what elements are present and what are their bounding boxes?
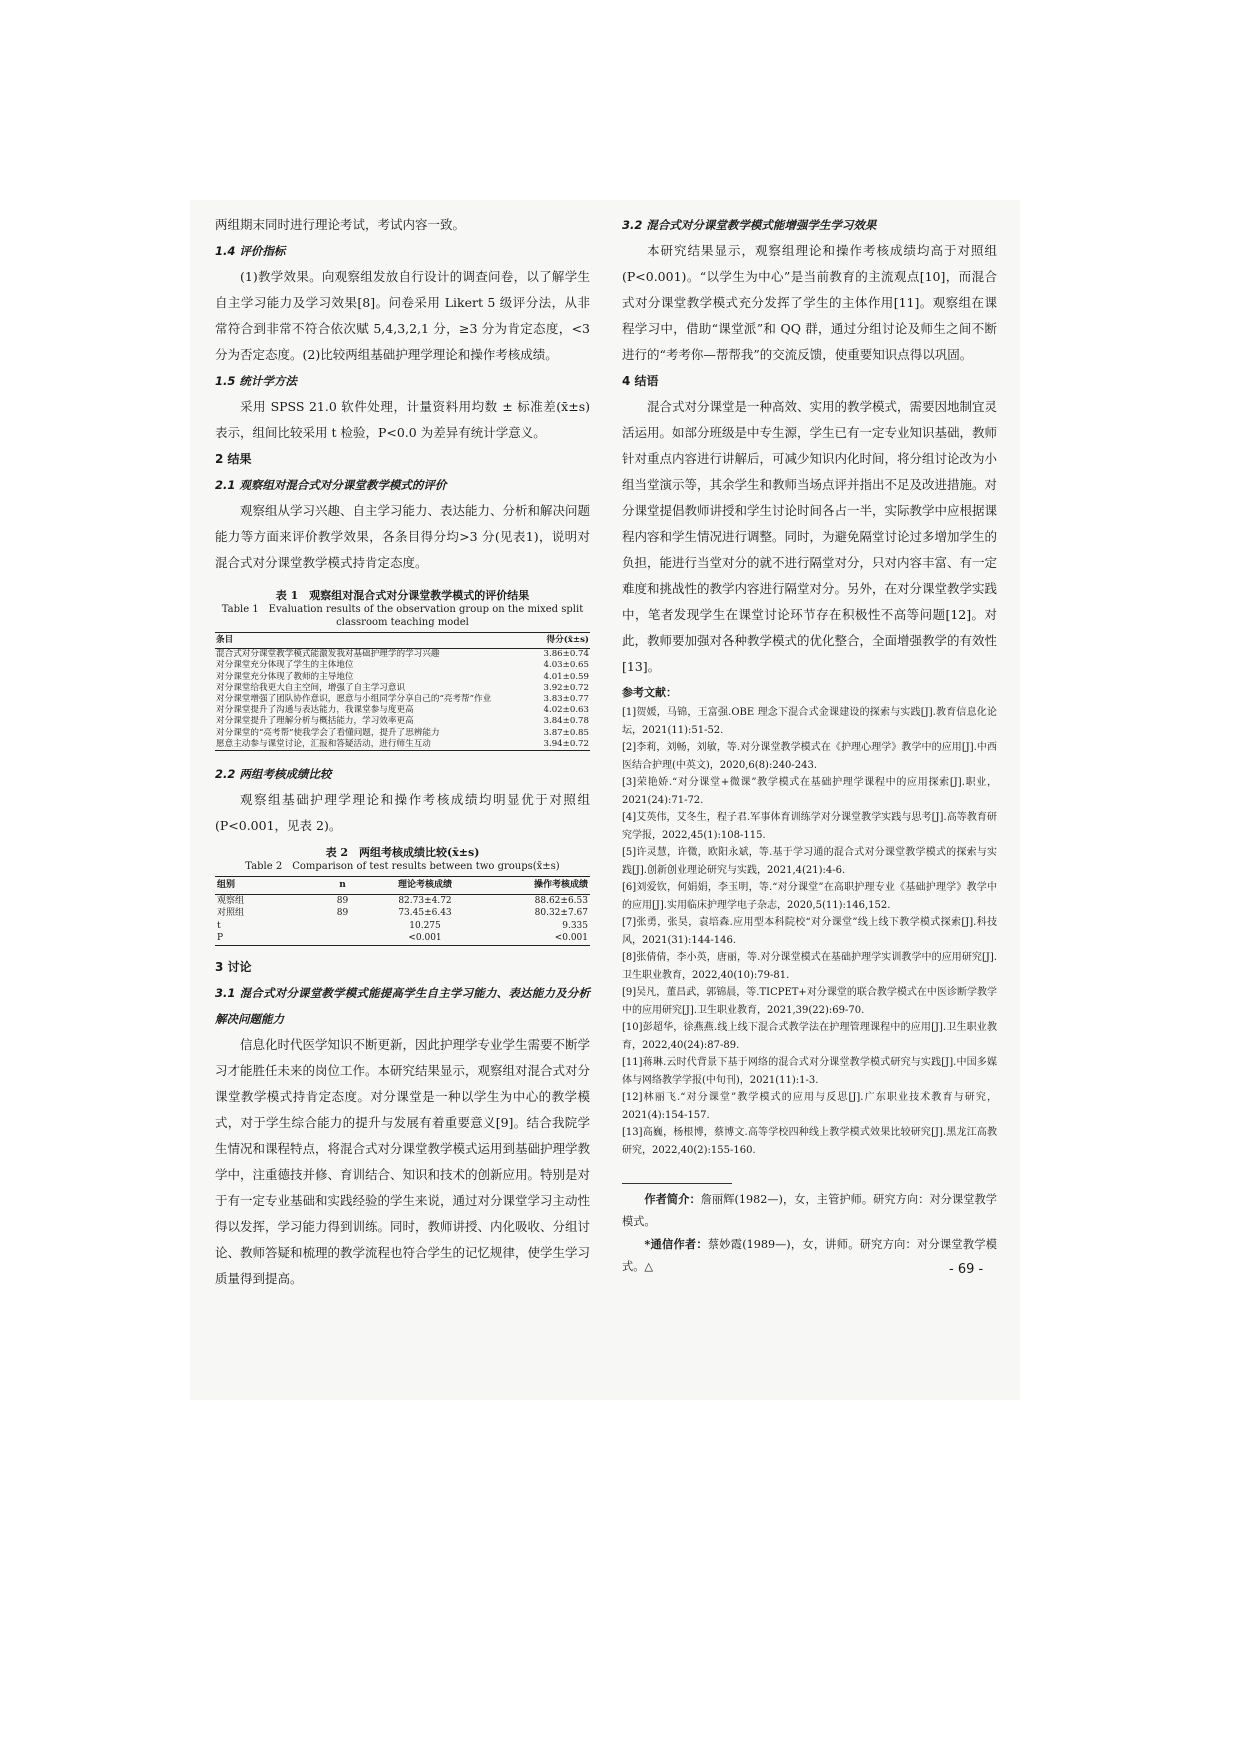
reference-item: [7]张勇，张昊，袁培森.应用型本科院校“对分课堂”线上线下教学模式探索[J].科技风，2021(31):144-146.	[622, 917, 997, 946]
table-1-score: 3.84±0.78	[543, 716, 589, 727]
table-row	[215, 716, 590, 727]
table-2-cell: 88.62±6.53	[534, 895, 588, 906]
table-1-caption-en: Table 1 Evaluation results of the observation group on the mixed split classroom teaching model	[221, 604, 584, 628]
references-title: 参考文献：	[622, 686, 677, 699]
heading-4: 4 结语	[622, 374, 659, 388]
table-1-item: 对分课堂提升了理解分析与概括能力，学习效率更高	[216, 716, 414, 727]
paragraph-1-5: 采用 SPSS 21.0 软件处理，计量资料用均数 ± 标准差(x̄±s)表示，组间比较采用 t 检验，P<0.0 为差异有统计学意义。	[215, 399, 590, 440]
table-2-caption-en: Table 2 Comparison of test results between two groups(x̄±s)	[245, 861, 560, 873]
reference-item: [2]李莉，刘畅，刘敏，等.对分课堂教学模式在《护理心理学》教学中的应用[J].中西医结合护理(中英文)，2020,6(8):240-243.	[622, 742, 997, 771]
table-2-header: 理论考核成绩	[365, 877, 485, 895]
reference-item: [5]许灵慧，许微，欧阳永斌，等.基于学习通的混合式对分课堂教学模式的探索与实践[J].创新创业理论研究与实践，2021,4(21):4-6.	[622, 847, 997, 876]
table-row	[215, 920, 590, 933]
table-row	[215, 649, 590, 661]
table-row	[215, 728, 590, 739]
table-row	[215, 660, 590, 671]
author-bio-text: 詹丽辉(1982—)，女，主管护师。研究方向：对分课堂教学模式。	[622, 1193, 997, 1228]
table-row	[215, 672, 590, 683]
heading-3-1: 3.1 混合式对分课堂教学模式能提高学生自主学习能力、表达能力及分析解决问题能力	[215, 985, 590, 1026]
table-1-item: 对分课堂充分体现了学生的主体地位	[216, 660, 354, 671]
left-column	[215, 212, 590, 1292]
table-1	[215, 588, 590, 751]
table-2-cell	[320, 932, 365, 945]
references-list	[622, 704, 997, 1159]
intro-paragraph: 两组期末同时进行理论考试，考试内容一致。	[215, 217, 466, 232]
table-row	[215, 705, 590, 716]
corresponding-author-text: 蔡妙霞(1989—)，女，讲师。研究方向：对分课堂教学模式。	[622, 1238, 997, 1273]
corresponding-author-label: *通信作者：	[644, 1237, 708, 1251]
heading-3-2: 3.2 混合式对分课堂教学模式能增强学生学习效果	[622, 218, 877, 232]
table-row	[215, 739, 590, 751]
table-2	[215, 845, 590, 946]
table-2-cell: 80.32±7.67	[534, 908, 588, 919]
table-2-cell: 对照组	[217, 908, 245, 919]
heading-1-4: 1.4 评价指标	[215, 244, 286, 258]
table-1-caption: 表 1 观察组对混合式对分课堂教学模式的评价结果	[275, 589, 530, 602]
reference-item: [3]荣艳娇.“对分课堂+微课”教学模式在基础护理学课程中的应用探索[J].职业，2021(24):71-72.	[622, 777, 997, 806]
table-2-header: 操作考核成绩	[485, 877, 590, 895]
heading-2-1: 2.1 观察组对混合式对分课堂教学模式的评价	[215, 478, 447, 492]
footnote-divider	[622, 1183, 732, 1184]
table-2-cell: 9.335	[562, 920, 588, 931]
table-2-cell: <0.001	[554, 933, 588, 944]
heading-2-2: 2.2 两组考核成绩比较	[215, 767, 332, 782]
heading-3: 3 讨论	[215, 959, 252, 974]
table-1-item: 对分课堂给我更大自主空间，增强了自主学习意识	[216, 682, 406, 693]
reference-item: [1]贺媛，马锦，王富强.OBE 理念下混合式金课建设的探索与实践[J].教育信息化论坛，2021(11):51-52.	[622, 707, 997, 736]
reference-item: [9]吴凡，董昌武，郭锦晨，等.TICPET+对分课堂的联合教学模式在中医诊断学教学中的应用研究[J].卫生职业教育，2021,39(22):69-70.	[622, 987, 997, 1016]
table-2-cell: 观察组	[217, 895, 245, 906]
reference-item: [8]张倩倩，李小英，唐丽，等.对分课堂模式在基础护理学实训教学中的应用研究[J].卫生职业教育，2022,40(10):79-81.	[622, 952, 997, 981]
table-1-item: 愿意主动参与课堂讨论，汇报和答疑活动，进行师生互动	[216, 738, 431, 749]
paragraph-4: 混合式对分课堂是一种高效、实用的教学模式，需要因地制宜灵活运用。如部分班级是中专生源，学生已有一定专业知识基础，教师针对重点内容进行讲解后，可减少知识内化时间，将分组讨论改为小组当堂演示等，其余学生和教师当场点评并指出不足及改进措施。对分课堂提倡教师讲授和学生讨论时间各占一半，实际教学中应根据课程内容和学生情况进行调整。同时，为避免隔堂讨论过多增加学生的负担，能进行当堂对分的就不进行隔堂对分，只对内容丰富、有一定难度和挑战性的教学内容进行隔堂对分。另外，在对分课堂教学实践中，笔者发现学生在课堂讨论环节存在积极性不高等问题[12]。对此，教师要加强对各种教学模式的优化整合，全面增强教学的有效性[13]。	[622, 399, 998, 674]
end-mark: △	[644, 1260, 653, 1273]
table-1-score: 4.01±0.59	[543, 671, 589, 682]
table-1-header-item: 条目	[215, 633, 535, 649]
heading-1-5: 1.5 统计学方法	[215, 374, 297, 388]
table-1-item: 对分课堂增强了团队协作意识，愿意与小组同学分享自己的“亮考帮”作业	[216, 694, 492, 705]
table-1-score: 3.92±0.72	[543, 682, 589, 693]
reference-item: [11]蒋琳.云时代背景下基于网络的混合式对分课堂教学模式研究与实践[J].中国多媒体与网络教学学报(中旬刊)，2021(11):1-3.	[622, 1057, 997, 1086]
corresponding-author	[622, 1233, 997, 1278]
author-bio-label: 作者简介：	[644, 1192, 701, 1206]
author-bio	[622, 1188, 997, 1233]
table-row	[215, 683, 590, 694]
table-1-item: 混合式对分课堂教学模式能激发我对基础护理学的学习兴趣	[216, 649, 440, 660]
table-2-cell: 89	[336, 908, 349, 919]
table-2-cell: 89	[336, 895, 349, 906]
table-1-score: 4.02±0.63	[543, 705, 589, 716]
table-1-score: 4.03±0.65	[543, 660, 589, 671]
table-1-score: 3.86±0.74	[543, 649, 589, 660]
reference-item: [6]刘爱钦，何娟娟，李玉明，等.“对分课堂”在高职护理专业《基础护理学》教学中的应用[J].实用临床护理学电子杂志，2020,5(11):146,152.	[622, 882, 997, 911]
heading-2: 2 结果	[215, 452, 252, 466]
paragraph-1-4: (1)教学效果。向观察组发放自行设计的调查问卷，以了解学生自主学习能力及学习效果[8]。问卷采用 Likert 5 级评分法，从非常符合到非常不符合依次赋 5,4,3,2,1 分，≥3 分为肯定态度，<3 分为否定态度。(2)比较两组基础护理学理论和操作考核成绩。	[215, 269, 590, 362]
table-1-item: 对分课堂提升了沟通与表达能力，我课堂参与度更高	[216, 705, 414, 716]
table-row	[215, 694, 590, 705]
table-1-header-score: 得分(x̄±s)	[535, 633, 590, 649]
table-2-cell: 82.73±4.72	[398, 895, 452, 906]
reference-item: [10]彭超华，徐燕燕.线上线下混合式教学法在护理管理课程中的应用[J].卫生职业教育，2022,40(24):87-89.	[622, 1022, 997, 1051]
reference-item: [13]高巍，杨根博，蔡博文.高等学校四种线上教学模式效果比较研究[J].黑龙江高教研究，2022,40(2):155-160.	[622, 1127, 997, 1156]
table-row	[215, 907, 590, 920]
paragraph-3-1: 信息化时代医学知识不断更新，因此护理学专业学生需要不断学习才能胜任未来的岗位工作。本研究结果显示，观察组对混合式对分课堂教学模式持肯定态度。对分课堂是一种以学生为中心的教学模式，对于学生综合能力的提升与发展有着重要意义[9]。结合我院学生情况和课程特点，将混合式对分课堂教学模式运用到基础护理学教学中，注重德技并修、育训结合、知识和技术的创新应用。特别是对于有一定专业基础和实践经验的学生来说，通过对分课堂学习主动性得以发挥，学习能力得到训练。同时，教师讲授、内化吸收、分组讨论、教师答疑和梳理的教学流程也符合学生的记忆规律，使学生学习质量得到提高。	[215, 1036, 591, 1286]
table-2-cell	[320, 920, 365, 933]
table-2-cell: 73.45±6.43	[398, 908, 452, 919]
paragraph-2-1: 观察组从学习兴趣、自主学习能力、表达能力、分析和解决问题能力等方面来评价教学效果，各条目得分均>3 分(见表1)，说明对混合式对分课堂教学模式持肯定态度。	[215, 503, 591, 570]
table-1-score: 3.87±0.85	[543, 727, 589, 738]
table-1-score: 3.83±0.77	[543, 694, 589, 705]
paragraph-2-2: 观察组基础护理学理论和操作考核成绩均明显优于对照组(P<0.001，见表 2)。	[215, 792, 590, 834]
table-row	[215, 894, 590, 907]
right-column	[622, 212, 997, 1278]
table-2-caption: 表 2 两组考核成绩比较(x̄±s)	[325, 846, 480, 860]
table-2-cell: 10.275	[409, 920, 441, 931]
table-2-cell: P	[217, 933, 224, 944]
table-2-cell: <0.001	[408, 933, 442, 944]
reference-item: [12]林丽飞.“对分课堂”教学模式的应用与反思[J].广东职业技术教育与研究，2021(4):154-157.	[622, 1092, 997, 1121]
table-1-score: 3.94±0.72	[543, 738, 589, 749]
table-row	[215, 932, 590, 945]
table-2-header: 组别	[215, 877, 320, 895]
paragraph-3-2: 本研究结果显示，观察组理论和操作考核成绩均高于对照组(P<0.001)。“以学生为中心”是当前教育的主流观点[10]，而混合式对分课堂教学模式充分发挥了学生的主体作用[11]。观察组在课程学习中，借助“课堂派”和 QQ 群，通过分组讨论及师生之间不断进行的“考考你—帮帮我”的交流反馈，使重要知识点得以巩固。	[622, 243, 997, 362]
page-number: - 69 -	[949, 1262, 984, 1277]
table-1-item: 对分课堂充分体现了教师的主导地位	[216, 671, 354, 682]
table-2-header: n	[320, 877, 365, 895]
table-2-cell: t	[217, 920, 221, 931]
table-1-item: 对分课堂的“亮考帮”使我学会了看懂问题，提升了思辨能力	[216, 727, 440, 738]
reference-item: [4]艾英伟，艾冬生，程子君.军事体育训练学对分课堂教学实践与思考[J].高等教育研究学报，2022,45(1):108-115.	[622, 812, 997, 841]
